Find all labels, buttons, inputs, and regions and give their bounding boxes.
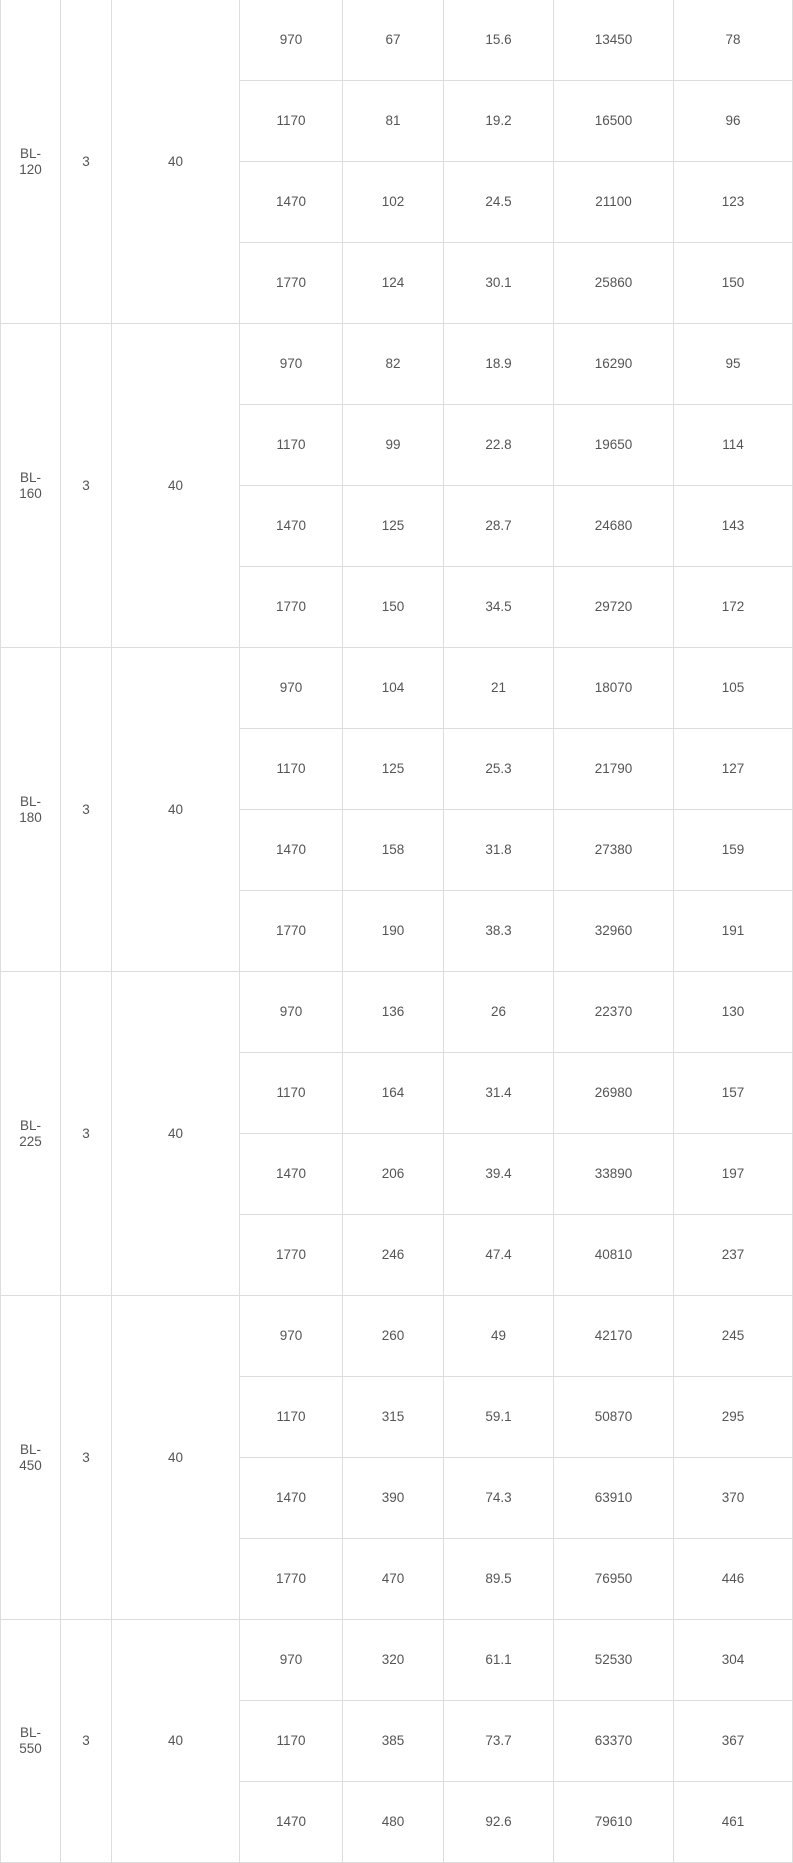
model-name-line2: 180 — [19, 809, 42, 825]
col-value-c-cell: 21100 — [554, 162, 674, 243]
col-length-cell: 970 — [240, 324, 343, 405]
col-value-b-cell: 73.7 — [444, 1701, 554, 1782]
col-value-d-cell: 157 — [674, 1053, 793, 1134]
model-name-line1: BL- — [19, 469, 41, 485]
col-value-d-cell: 172 — [674, 567, 793, 648]
col-value-b-cell: 49 — [444, 1296, 554, 1377]
model-name-line2: 120 — [19, 161, 42, 177]
col-length-cell: 970 — [240, 1296, 343, 1377]
col-value-d-cell: 191 — [674, 891, 793, 972]
col-length-cell: 1770 — [240, 1215, 343, 1296]
col-length-cell: 1770 — [240, 1539, 343, 1620]
col-value-d-cell: 370 — [674, 1458, 793, 1539]
col-value-d-cell: 130 — [674, 972, 793, 1053]
col-value-b-cell: 38.3 — [444, 891, 554, 972]
col-length-cell: 1470 — [240, 486, 343, 567]
model-name-line1: BL- — [19, 145, 41, 161]
col-value-b-cell: 31.8 — [444, 810, 554, 891]
col-value-a-cell: 104 — [343, 648, 444, 729]
col-value-b-cell: 15.6 — [444, 0, 554, 81]
table-row — [1, 1620, 793, 1701]
col-value-c-cell: 33890 — [554, 1134, 674, 1215]
col-value-c-cell: 76950 — [554, 1539, 674, 1620]
col-value-d-cell: 105 — [674, 648, 793, 729]
col-value-a-cell: 124 — [343, 243, 444, 324]
col-value-d-cell: 159 — [674, 810, 793, 891]
col-value-b-cell: 24.5 — [444, 162, 554, 243]
col-length-cell: 1170 — [240, 1053, 343, 1134]
col-value-d-cell: 114 — [674, 405, 793, 486]
col-value-b-cell: 59.1 — [444, 1377, 554, 1458]
col-value-a-cell: 164 — [343, 1053, 444, 1134]
col-value-d-cell: 304 — [674, 1620, 793, 1701]
model-name-line2: 450 — [19, 1457, 42, 1473]
col-length-cell: 1470 — [240, 1134, 343, 1215]
col-value-c-cell: 18070 — [554, 648, 674, 729]
group-value-cell: 3 — [61, 1296, 112, 1620]
col-value-a-cell: 99 — [343, 405, 444, 486]
col-value-d-cell: 127 — [674, 729, 793, 810]
col-length-cell: 1770 — [240, 243, 343, 324]
col-value-a-cell: 320 — [343, 1620, 444, 1701]
col-length-cell: 1170 — [240, 1377, 343, 1458]
col-value-c-cell: 13450 — [554, 0, 674, 81]
table-row — [1, 324, 793, 405]
col-value-d-cell: 245 — [674, 1296, 793, 1377]
model-name-line2: 225 — [19, 1133, 42, 1149]
col-value-d-cell: 197 — [674, 1134, 793, 1215]
group-value-cell: 40 — [112, 1620, 240, 1863]
col-length-cell: 1470 — [240, 810, 343, 891]
col-value-b-cell: 74.3 — [444, 1458, 554, 1539]
group-value-cell: 40 — [112, 972, 240, 1296]
col-length-cell: 1470 — [240, 1782, 343, 1863]
col-value-c-cell: 26980 — [554, 1053, 674, 1134]
col-value-a-cell: 136 — [343, 972, 444, 1053]
col-value-d-cell: 295 — [674, 1377, 793, 1458]
group-value-cell: 40 — [112, 324, 240, 648]
group-value-cell: 40 — [112, 0, 240, 324]
col-value-b-cell: 34.5 — [444, 567, 554, 648]
col-value-d-cell: 123 — [674, 162, 793, 243]
col-value-c-cell: 63910 — [554, 1458, 674, 1539]
model-name-line2: 550 — [19, 1741, 42, 1756]
col-value-b-cell: 18.9 — [444, 324, 554, 405]
col-value-a-cell: 82 — [343, 324, 444, 405]
col-value-d-cell: 446 — [674, 1539, 793, 1620]
model-name-cell — [1, 324, 61, 648]
col-value-b-cell: 39.4 — [444, 1134, 554, 1215]
group-value-cell: 40 — [112, 1296, 240, 1620]
table-row — [1, 0, 793, 81]
col-value-b-cell: 25.3 — [444, 729, 554, 810]
col-value-a-cell: 246 — [343, 1215, 444, 1296]
group-value-cell: 3 — [61, 324, 112, 648]
model-name-line1: BL- — [19, 1441, 41, 1457]
col-length-cell: 970 — [240, 1620, 343, 1701]
col-value-b-cell: 31.4 — [444, 1053, 554, 1134]
spec-table-body — [1, 0, 793, 1863]
col-value-b-cell: 30.1 — [444, 243, 554, 324]
table-row — [1, 972, 793, 1053]
group-value-cell: 3 — [61, 1620, 112, 1863]
group-value-cell: 40 — [112, 648, 240, 972]
col-value-c-cell: 22370 — [554, 972, 674, 1053]
table-row — [1, 1296, 793, 1377]
col-value-d-cell: 96 — [674, 81, 793, 162]
col-value-a-cell: 480 — [343, 1782, 444, 1863]
model-name-line2: 160 — [19, 485, 42, 501]
col-value-b-cell: 28.7 — [444, 486, 554, 567]
col-value-c-cell: 25860 — [554, 243, 674, 324]
col-value-a-cell: 67 — [343, 0, 444, 81]
col-length-cell: 1170 — [240, 1701, 343, 1782]
col-value-c-cell: 19650 — [554, 405, 674, 486]
col-value-d-cell: 150 — [674, 243, 793, 324]
col-value-c-cell: 27380 — [554, 810, 674, 891]
col-value-a-cell: 102 — [343, 162, 444, 243]
model-name-cell — [1, 1620, 61, 1863]
col-value-b-cell: 92.6 — [444, 1782, 554, 1863]
col-value-a-cell: 158 — [343, 810, 444, 891]
col-value-b-cell: 47.4 — [444, 1215, 554, 1296]
model-name-cell — [1, 1296, 61, 1620]
col-length-cell: 970 — [240, 972, 343, 1053]
col-length-cell: 1170 — [240, 81, 343, 162]
group-value-cell: 3 — [61, 0, 112, 324]
col-value-a-cell: 470 — [343, 1539, 444, 1620]
col-value-a-cell: 81 — [343, 81, 444, 162]
col-value-d-cell: 367 — [674, 1701, 793, 1782]
col-value-a-cell: 125 — [343, 729, 444, 810]
col-length-cell: 1770 — [240, 567, 343, 648]
col-length-cell: 1470 — [240, 1458, 343, 1539]
model-name-cell — [1, 972, 61, 1296]
col-value-a-cell: 190 — [343, 891, 444, 972]
col-value-c-cell: 52530 — [554, 1620, 674, 1701]
col-value-c-cell: 16290 — [554, 324, 674, 405]
col-value-b-cell: 89.5 — [444, 1539, 554, 1620]
col-value-d-cell: 78 — [674, 0, 793, 81]
col-value-d-cell: 461 — [674, 1782, 793, 1863]
col-value-a-cell: 260 — [343, 1296, 444, 1377]
model-name-cell — [1, 0, 61, 324]
col-value-c-cell: 42170 — [554, 1296, 674, 1377]
col-value-c-cell: 29720 — [554, 567, 674, 648]
col-length-cell: 1770 — [240, 891, 343, 972]
col-value-c-cell: 21790 — [554, 729, 674, 810]
col-length-cell: 1170 — [240, 729, 343, 810]
col-value-b-cell: 19.2 — [444, 81, 554, 162]
col-value-b-cell: 21 — [444, 648, 554, 729]
col-length-cell: 1470 — [240, 162, 343, 243]
col-value-c-cell: 16500 — [554, 81, 674, 162]
col-value-d-cell: 95 — [674, 324, 793, 405]
col-value-a-cell: 385 — [343, 1701, 444, 1782]
model-name-cell — [1, 648, 61, 972]
col-value-a-cell: 125 — [343, 486, 444, 567]
col-value-a-cell: 315 — [343, 1377, 444, 1458]
model-name-line1: BL- — [19, 1117, 41, 1133]
col-length-cell: 970 — [240, 648, 343, 729]
col-value-b-cell: 26 — [444, 972, 554, 1053]
col-value-d-cell: 237 — [674, 1215, 793, 1296]
col-value-c-cell: 24680 — [554, 486, 674, 567]
col-value-c-cell: 32960 — [554, 891, 674, 972]
col-value-a-cell: 150 — [343, 567, 444, 648]
col-value-b-cell: 22.8 — [444, 405, 554, 486]
col-value-b-cell: 61.1 — [444, 1620, 554, 1701]
col-value-d-cell: 143 — [674, 486, 793, 567]
group-value-cell: 3 — [61, 972, 112, 1296]
model-name-line1: BL- — [19, 1725, 41, 1740]
col-length-cell: 1170 — [240, 405, 343, 486]
col-value-c-cell: 50870 — [554, 1377, 674, 1458]
col-value-a-cell: 206 — [343, 1134, 444, 1215]
col-value-c-cell: 63370 — [554, 1701, 674, 1782]
col-length-cell: 970 — [240, 0, 343, 81]
group-value-cell: 3 — [61, 648, 112, 972]
col-value-a-cell: 390 — [343, 1458, 444, 1539]
model-name-line1: BL- — [19, 793, 41, 809]
table-row — [1, 648, 793, 729]
col-value-c-cell: 79610 — [554, 1782, 674, 1863]
col-value-c-cell: 40810 — [554, 1215, 674, 1296]
